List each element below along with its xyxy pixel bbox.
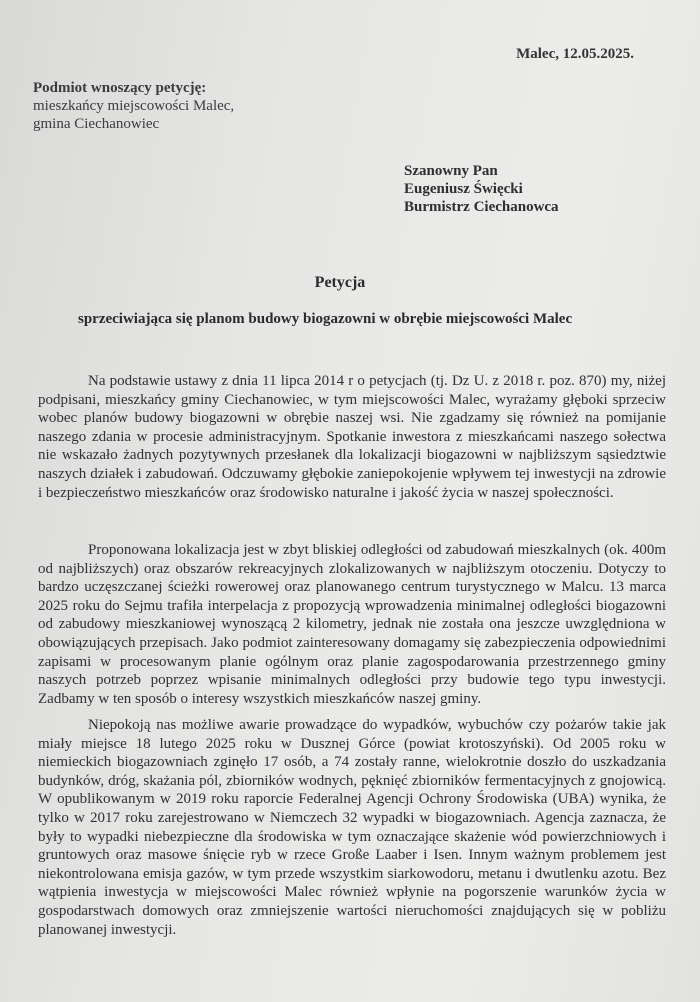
addressee-line-1: Szanowny Pan — [404, 163, 498, 179]
addressee-block — [404, 162, 559, 216]
body-paragraph-1 — [38, 372, 666, 502]
paragraph-text: Na podstawie ustawy z dnia 11 lipca 2014 r o petycjach (tj. Dz U. z 2018 r. poz. 870) my, niżej podpisani, mieszkańcy gminy Ciechanowiec, w tym miejscowości Malec, wyrażamy głęboki sprzeciw wobec planów budowy biogazowni w obrębie naszej wsi. Nie zgadzamy się również na pomijanie naszego zdania w procesie administracyjnym. Spotkanie inwestora z mieszkańcami naszego sołectwa nie wskazało żadnych pozytywnych przesłanek dla lokalizacji biogazowni w najbliższym sąsiedztwie naszych działek i zabudowań. Odczuwamy głębokie zaniepokojenie wpływem tej inwestycji na zdrowie i bezpieczeństwo mieszkańców oraz środowisko naturalne i jakość życia w naszej społeczności. — [38, 373, 666, 501]
addressee-line-2: Eugeniusz Święcki — [404, 181, 523, 197]
sender-line-1: mieszkańcy miejscowości Malec, — [33, 98, 235, 114]
sender-block — [33, 79, 234, 133]
body-paragraph-3 — [38, 716, 666, 939]
sender-line-2: gmina Ciechanowiec — [33, 116, 160, 132]
letter-date: Malec, 12.05.2025. — [516, 46, 634, 62]
paragraph-text: Proponowana lokalizacja jest w zbyt bliskiej odległości od zabudowań mieszkalnych (ok. 400m od najbliższych) oraz obszarów rekreacyjnych zlokalizowanych w najbliższym otoczeniu. Dotyczy to bardzo uczęszczanej ścieżki rowerowej oraz planowanego centrum turystycznego w Malcu. 13 marca 2025 roku do Sejmu trafiła interpelacja z propozycją wprowadzenia minimalnej odległości biogazowni od zabudowy mieszkaniowej wynoszącą 2 kilometry, jednak nie została ona jeszcze uwzględniona w obowiązujących przepisach. Jako podmiot zainteresowany domagamy się zabezpieczenia odpowiednimi zapisami w procesowanym planie ogólnym oraz planie zagospodarowania przestrzennego gminy naszych potrzeb poprzez wpisanie minimalnych odległości przy budowie tego typu inwestycji. Zadbamy w ten sposób o interesy wszystkich mieszkańców naszej gminy. — [38, 542, 666, 707]
paragraph-text: Niepokoją nas możliwe awarie prowadzące do wypadków, wybuchów czy pożarów takie jak miały miejsce 18 lutego 2025 roku w Dusznej Górce (powiat krotoszyński). Od 2005 roku w niemieckich biogazowniach zginęło 17 osób, a 74 zostały ranne, wielokrotnie doszło do uszkadzania budynków, dróg, skażania pól, zbiorników wodnych, pęknięć zbiorników fermentacyjnych z gnojowicą. W opublikowanym w 2019 roku raporcie Federalnej Agencji Ochrony Środowiska (UBA) wynika, że tylko w 2017 roku zarejestrowano w Niemczech 32 wypadki w biogazowniach. Agencja zaznacza, że były to wypadki niebezpieczne dla środowiska w tym oznaczające skażenie wód powierzchniowych i gruntowych oraz masowe śnięcie ryb w rzece Große Laaber i Isen. Innym ważnym problemem jest niekontrolowana emisja gazów, w tym przede wszystkim siarkowodoru, metanu i dwutlenku azotu. Bez wątpienia inwestycja w miejscowości Malec również wpłynie na pogorszenie warunków życia w gospodarstwach domowych oraz zmniejszenie wartości nieruchomości znajdujących się w pobliżu planowanej inwestycji. — [38, 717, 666, 938]
addressee-line-3: Burmistrz Ciechanowca — [404, 199, 559, 215]
document-subtitle: sprzeciwiająca się planom budowy biogazowni w obrębie miejscowości Malec — [78, 311, 573, 327]
body-paragraph-2 — [38, 541, 666, 708]
document-title: Petycja — [314, 274, 366, 291]
sender-label: Podmiot wnoszący petycję: — [33, 80, 207, 96]
